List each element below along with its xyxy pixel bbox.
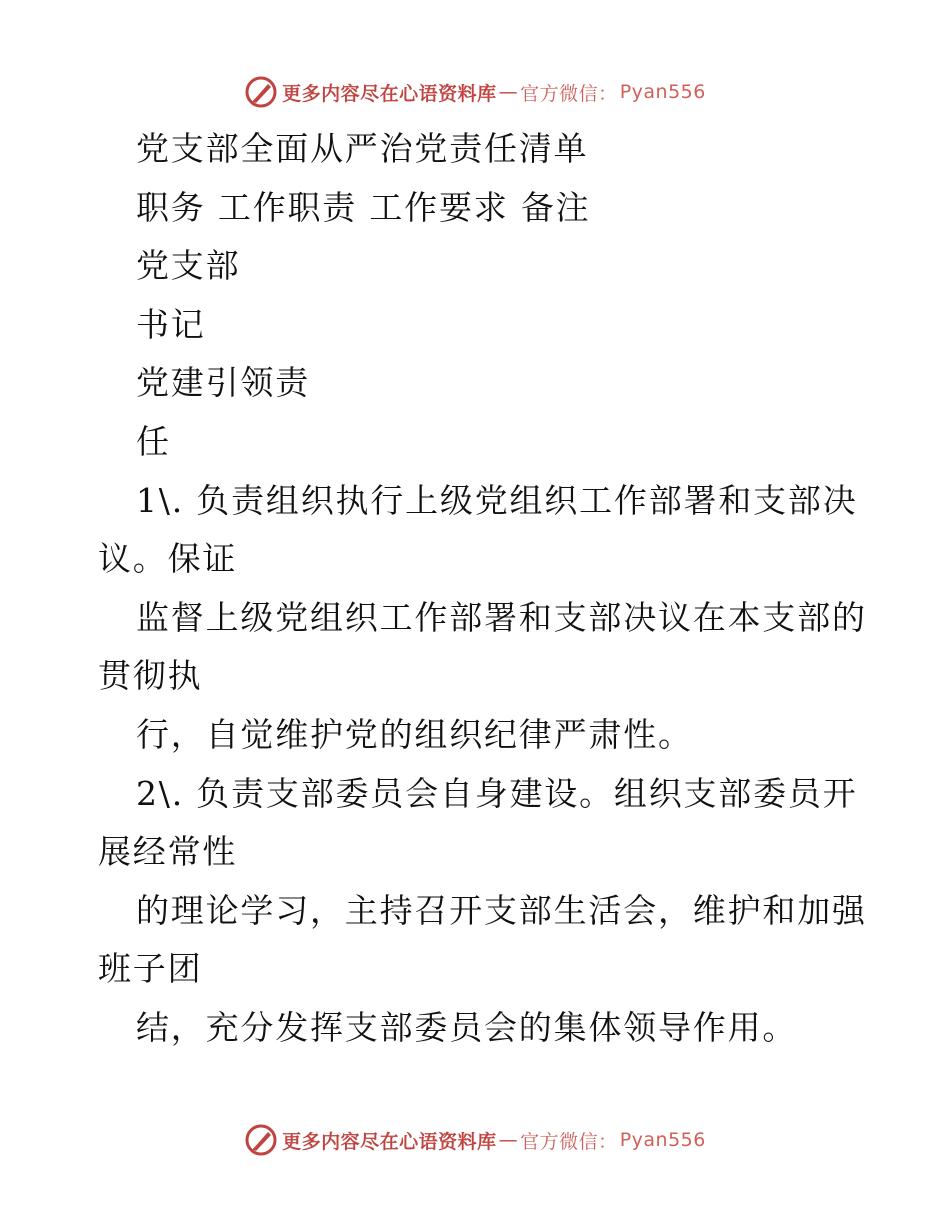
quill-logo-icon bbox=[244, 1123, 278, 1157]
watermark-sub-text: 官方微信： bbox=[520, 1130, 618, 1153]
text-line: 的理论学习，主持召开支部生活会，维护和加强 bbox=[136, 890, 867, 930]
watermark-separator: — bbox=[498, 1129, 519, 1151]
text-line: 班子团 bbox=[98, 949, 203, 989]
text-line: 展经常性 bbox=[98, 832, 238, 872]
quill-logo-icon bbox=[244, 75, 278, 109]
text-line: 议。保证 bbox=[98, 539, 238, 579]
footer-watermark bbox=[0, 1120, 950, 1160]
text-line: 书记 bbox=[136, 304, 206, 344]
text-line: 贯彻执 bbox=[98, 656, 203, 696]
text-line: 任 bbox=[136, 421, 171, 461]
watermark-wechat-id: Pyan556 bbox=[619, 1129, 706, 1151]
text-line: 1\. 负责组织执行上级党组织工作部署和支部决 bbox=[136, 480, 858, 520]
text-line: 行，自觉维护党的组织纪律严肃性。 bbox=[136, 714, 693, 754]
watermark-wechat-id: Pyan556 bbox=[619, 81, 706, 103]
watermark-sub-text: 官方微信： bbox=[520, 82, 618, 105]
text-line: 结，充分发挥支部委员会的集体领导作用。 bbox=[136, 1007, 798, 1047]
document-title: 党支部全面从严治党责任清单 bbox=[136, 129, 589, 168]
text-line: 党支部 bbox=[136, 246, 241, 286]
text-line: 2\. 负责支部委员会自身建设。组织支部委员开 bbox=[136, 773, 858, 813]
table-header-line: 职务 工作职责 工作要求 备注 bbox=[136, 187, 591, 227]
watermark-main-text: 更多内容尽在心语资料库 bbox=[282, 82, 497, 105]
watermark-main-text: 更多内容尽在心语资料库 bbox=[282, 1130, 497, 1153]
watermark-separator: — bbox=[498, 81, 519, 103]
header-watermark bbox=[0, 72, 950, 112]
document-body bbox=[98, 120, 867, 1058]
text-line: 党建引领责 bbox=[136, 363, 310, 403]
text-line: 监督上级党组织工作部署和支部决议在本支部的 bbox=[136, 597, 867, 637]
